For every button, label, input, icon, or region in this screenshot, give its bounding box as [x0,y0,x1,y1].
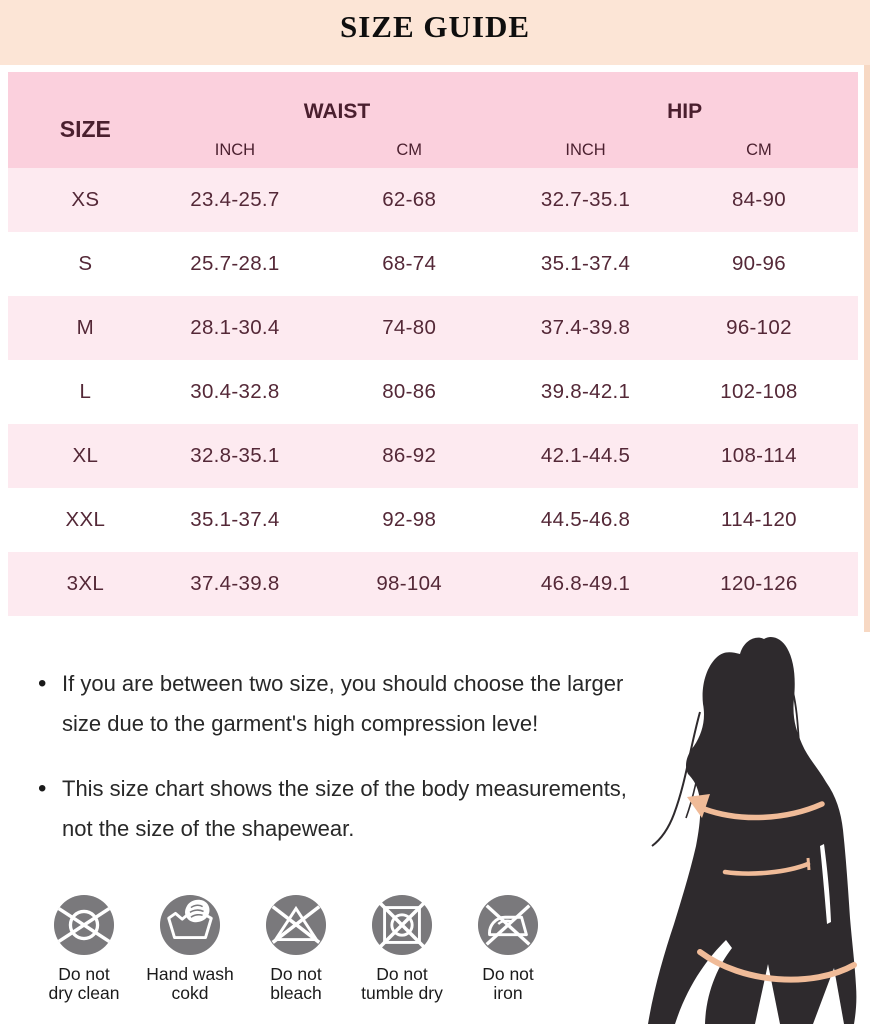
column-group-waist: WAIST [303,100,371,123]
cell-hip-inch: 32.7-35.1 [540,188,631,211]
cell-waist-inch: 32.8-35.1 [190,444,280,467]
cell-size: L [79,380,92,403]
cell-size: XXL [65,508,106,531]
cell-waist-inch: 35.1-37.4 [190,508,280,531]
care-label: Hand wash cokd [146,964,234,1003]
column-header-size: SIZE [59,115,111,142]
table-row [8,232,858,296]
cell-hip-inch: 37.4-39.8 [540,316,631,339]
bullet-icon: • [38,775,47,802]
do-not-bleach-icon [265,894,327,956]
care-item [243,894,349,1003]
cell-waist-cm: 68-74 [382,252,437,275]
note-item [38,664,638,744]
unit-header-waist-inch: INCH [214,140,256,159]
cell-waist-inch: 28.1-30.4 [190,316,280,339]
care-label: Do not tumble dry [361,964,443,1003]
banner [0,0,870,65]
cell-hip-cm: 102-108 [720,380,798,403]
unit-header-hip-cm: CM [746,140,772,159]
size-table [8,72,858,616]
hand-wash-icon [159,894,221,956]
cell-hip-cm: 84-90 [731,188,786,211]
cell-waist-cm: 62-68 [382,188,437,211]
cell-waist-cm: 98-104 [376,572,442,595]
cell-hip-cm: 96-102 [726,316,792,339]
table-row [8,296,858,360]
do-not-tumble-dry-icon [371,894,433,956]
cell-size: XL [72,444,99,467]
cell-waist-cm: 92-98 [382,508,437,531]
cell-size: S [78,252,93,275]
notes-list [38,664,638,874]
table-row [8,552,858,616]
table-row [8,424,858,488]
table-header [8,72,858,168]
cell-hip-cm: 108-114 [721,444,797,467]
table-row [8,168,858,232]
care-item [349,894,455,1003]
column-group-hip: HIP [667,100,703,123]
care-instructions [31,894,561,1003]
care-label: Do not iron [482,964,534,1003]
cell-waist-inch: 23.4-25.7 [190,188,280,211]
cell-waist-cm: 74-80 [382,316,437,339]
care-label: Do not bleach [270,964,322,1003]
cell-hip-inch: 42.1-44.5 [540,444,631,467]
unit-header-waist-cm: CM [396,140,423,159]
do-not-iron-icon [477,894,539,956]
do-not-dry-clean-icon [53,894,115,956]
unit-header-hip-inch: INCH [565,140,606,159]
care-label: Do not dry clean [48,964,120,1003]
note-item [38,769,638,849]
woman-back-silhouette [628,632,870,1024]
care-item [455,894,561,1003]
page-title: SIZE GUIDE [339,8,531,44]
cell-hip-cm: 114-120 [721,508,797,531]
cell-hip-inch: 46.8-49.1 [540,572,631,595]
cell-waist-cm: 80-86 [382,380,437,403]
note-text: If you are between two size, you should choose the larger size due to the garment's high compression leve! [62,671,624,736]
cell-waist-inch: 37.4-39.8 [190,572,280,595]
cell-size: XS [71,188,100,211]
cell-waist-inch: 25.7-28.1 [190,252,280,275]
cell-hip-inch: 35.1-37.4 [540,252,631,275]
care-item [137,894,243,1003]
right-edge-strip [864,65,870,632]
cell-size: 3XL [66,572,105,595]
cell-waist-cm: 86-92 [382,444,437,467]
table-row [8,488,858,552]
care-item [31,894,137,1003]
note-text: This size chart shows the size of the body measurements, not the size of the shapewear. [62,776,627,841]
cell-hip-cm: 120-126 [720,572,798,595]
bullet-icon: • [38,670,47,697]
cell-hip-inch: 44.5-46.8 [540,508,631,531]
cell-hip-inch: 39.8-42.1 [540,380,631,403]
cell-hip-cm: 90-96 [731,252,786,275]
cell-size: M [76,316,95,339]
table-row [8,360,858,424]
cell-waist-inch: 30.4-32.8 [190,380,280,403]
